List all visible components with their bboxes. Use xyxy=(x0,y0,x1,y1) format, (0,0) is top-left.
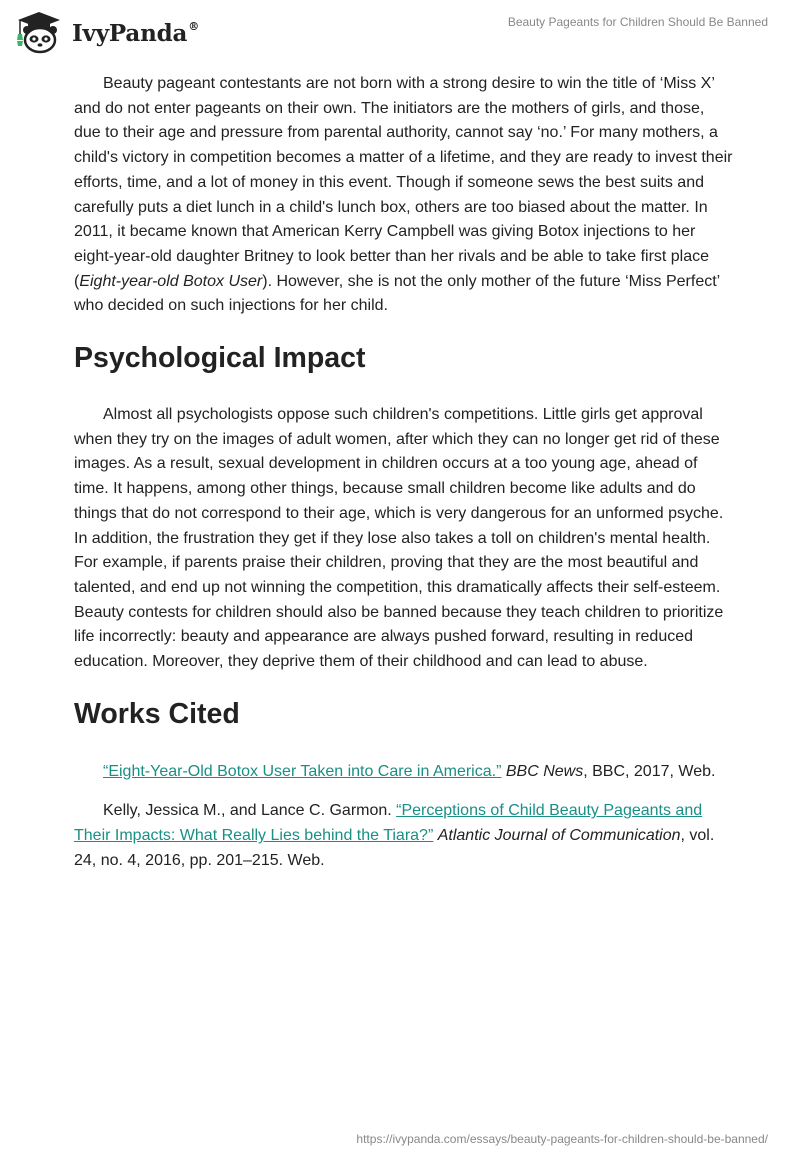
in-text-citation: Eight-year-old Botox User xyxy=(79,272,263,290)
paragraph-1 xyxy=(74,72,734,319)
brand-name xyxy=(72,20,199,47)
heading-psychological-impact: Psychological Impact xyxy=(74,342,366,375)
works-cited-entry-1 xyxy=(74,760,734,785)
brand-logo[interactable] xyxy=(14,10,199,54)
document-title: Beauty Pageants for Children Should Be Banned xyxy=(507,15,768,29)
essay-content xyxy=(74,72,734,889)
footer-url[interactable]: https://ivypanda.com/essays/beauty-pageants-for-children-should-be-banned/ xyxy=(356,1132,768,1146)
citation-link[interactable]: “Eight-Year-Old Botox User Taken into Care in America.” xyxy=(103,762,502,780)
citation-details: , vol. 24, no. 4, 2016, pp. 201–215. Web. xyxy=(74,827,715,869)
page-header xyxy=(0,0,800,60)
citation-details: , BBC, 2017, Web. xyxy=(583,762,716,780)
citation-source: BBC News xyxy=(505,762,584,780)
works-cited-entry-2 xyxy=(74,799,734,873)
registered-mark: ® xyxy=(188,19,199,33)
citation-source: Atlantic Journal of Communication xyxy=(437,827,681,845)
brand-name-text: IvyPanda xyxy=(72,19,188,47)
paragraph-2: Almost all psychologists oppose such children's competitions. Little girls get approval when they try on the images of adult women, after which they can no longer get rid of these images. As a result, sexual development in children occurs at a too young age, ahead of time. It happens, among other things, because small children become like adults and do things that do not correspond to their age, which is very dangerous for an unformed psyche. In addition, the frustration they get if they lose also takes a toll on children's mental health. For example, if parents praise their children, proving that they are the most beautiful and talented, and end up not winning the competition, this dramatically affects their self-esteem. Beauty contests for children should also be banned because they teach children to prioritize life incorrectly: beauty and appearance are always pushed forward, resulting in reduced education. Moreover, they deprive them of their childhood and can lead to abuse. xyxy=(74,406,724,671)
paragraph-1-text: Beauty pageant contestants are not born with a strong desire to win the title of ‘Miss X’ and do not enter pageants on their own. The initiators are the mothers of girls, and those, due to their age and pressure from parental authority, cannot say ‘no.’ For many mothers, a child's victory in competition becomes a matter of a lifetime, and they are ready to invest their efforts, time, and a lot of money in this event. Though if someone sews the best suits and carefully puts a diet lunch in a child's lunch box, others are too biased about the matter. In 2011, it became known that American Kerry Campbell was giving Botox injections to her eight-year-old daughter Britney to look better than her rivals and be able to take first place ( xyxy=(74,75,733,290)
panda-logo-icon xyxy=(14,10,64,54)
citation-authors: Kelly, Jessica M., and Lance C. Garmon. xyxy=(103,802,397,820)
citation-link[interactable]: “Perceptions of Child Beauty Pageants and Their Impacts: What Really Lies behind the Tiara?” xyxy=(74,802,703,845)
heading-works-cited: Works Cited xyxy=(74,697,240,730)
paragraph-1-end-text: ). However, she is not the only mother of the future ‘Miss Perfect’ who decided on such injections for her child. xyxy=(74,272,720,315)
